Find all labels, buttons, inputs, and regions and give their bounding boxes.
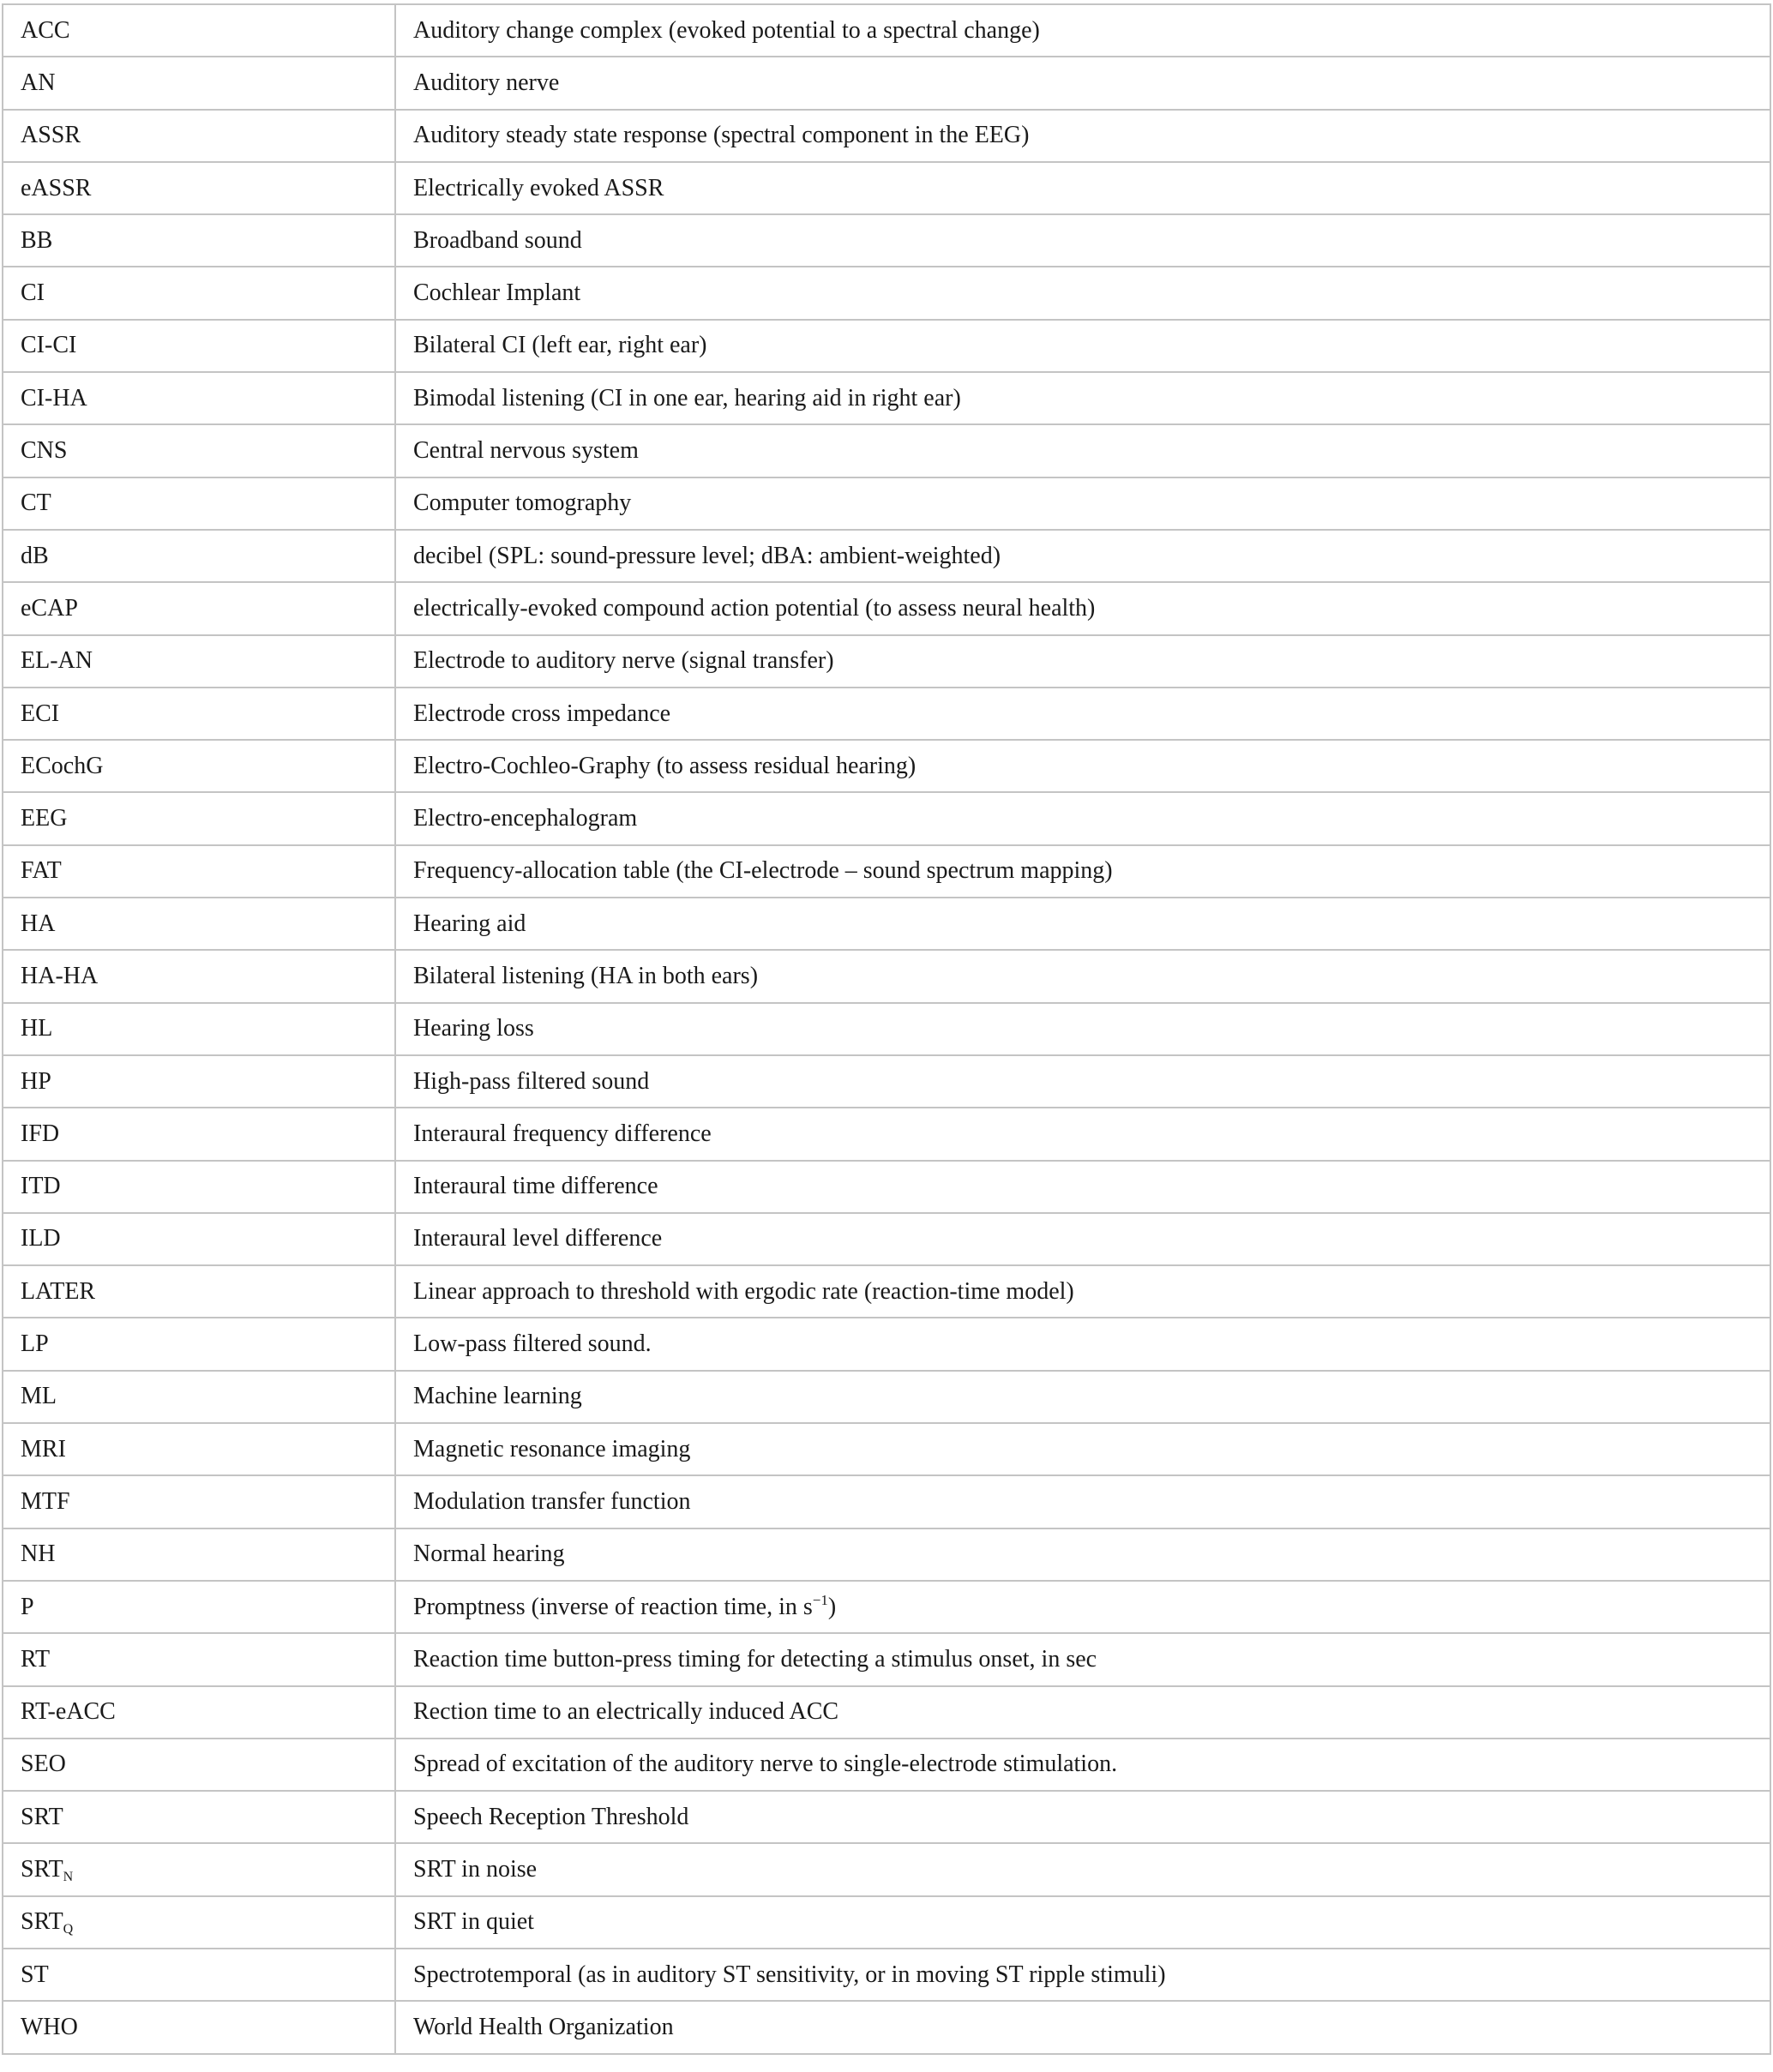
definition-cell xyxy=(395,1843,1770,1895)
abbreviation-cell xyxy=(3,1161,395,1213)
definition-text: Electro-encephalogram xyxy=(413,805,638,832)
abbreviation-cell xyxy=(3,1371,395,1423)
abbreviation-text: CI-HA xyxy=(21,384,87,411)
definition-text: Speech Reception Threshold xyxy=(413,1803,689,1830)
abbreviation-text: ECochG xyxy=(21,752,104,779)
abbreviation-cell xyxy=(3,1949,395,2001)
abbreviation-cell xyxy=(3,1896,395,1949)
abbreviation-cell xyxy=(3,267,395,319)
table-row xyxy=(3,688,1770,740)
abbreviation-text: NH xyxy=(21,1540,56,1568)
abbreviation-text: P xyxy=(21,1593,34,1620)
table-row xyxy=(3,2001,1770,2053)
definition-cell xyxy=(395,1739,1770,1791)
abbreviation-cell xyxy=(3,1739,395,1791)
table-row xyxy=(3,1318,1770,1370)
table-row xyxy=(3,4,1770,57)
definition-text: Reaction time button-press timing for detecting a stimulus onset, in sec xyxy=(413,1645,1097,1673)
abbreviation-cell xyxy=(3,1686,395,1739)
abbreviation-cell xyxy=(3,424,395,477)
abbreviation-text: HA-HA xyxy=(21,962,99,989)
abbreviation-cell xyxy=(3,530,395,582)
definition-text: electrically-evoked compound action potential (to assess neural health) xyxy=(413,594,1096,622)
abbreviation-subscript: N xyxy=(63,1870,74,1885)
abbreviation-text: SRT xyxy=(21,1803,63,1830)
table-row xyxy=(3,1213,1770,1265)
definition-text: Auditory steady state response (spectral component in the EEG) xyxy=(413,122,1030,149)
definition-cell xyxy=(395,898,1770,950)
definition-cell xyxy=(395,1949,1770,2001)
definition-text: Spread of excitation of the auditory nerve to single-electrode stimulation. xyxy=(413,1751,1118,1778)
abbreviation-cell xyxy=(3,1108,395,1160)
table-row xyxy=(3,1896,1770,1949)
definition-cell xyxy=(395,1318,1770,1370)
definition-text: Cochlear Implant xyxy=(413,279,581,307)
table-row xyxy=(3,740,1770,792)
definition-text: Central nervous system xyxy=(413,437,639,465)
table-row xyxy=(3,898,1770,950)
abbreviation-text: LP xyxy=(21,1330,49,1358)
table-row xyxy=(3,1003,1770,1055)
definition-cell xyxy=(395,477,1770,530)
definition-text: Rection time to an electrically induced ACC xyxy=(413,1698,839,1726)
abbreviation-cell xyxy=(3,1213,395,1265)
table-row xyxy=(3,1161,1770,1213)
table-row xyxy=(3,1843,1770,1895)
table-row xyxy=(3,162,1770,214)
definition-cell xyxy=(395,57,1770,109)
abbreviation-cell xyxy=(3,792,395,844)
definition-text: Modulation transfer function xyxy=(413,1487,691,1515)
abbreviation-cell xyxy=(3,477,395,530)
table-row xyxy=(3,267,1770,319)
definition-cell xyxy=(395,845,1770,898)
definition-text: Auditory nerve xyxy=(413,69,560,96)
table-row xyxy=(3,1475,1770,1528)
definition-cell xyxy=(395,162,1770,214)
abbreviations-table xyxy=(2,3,1771,2055)
definition-cell xyxy=(395,1108,1770,1160)
abbreviation-text: RT-eACC xyxy=(21,1698,116,1726)
abbreviation-text: HA xyxy=(21,910,56,937)
definition-text: Spectrotemporal (as in auditory ST sensitivity, or in moving ST ripple stimuli) xyxy=(413,1961,1166,1988)
table-row xyxy=(3,1739,1770,1791)
definition-text: Normal hearing xyxy=(413,1540,565,1568)
definition-cell xyxy=(395,1686,1770,1739)
definition-text: Bimodal listening (CI in one ear, hearing aid in right ear) xyxy=(413,384,961,411)
table-row xyxy=(3,372,1770,424)
abbreviation-text: MTF xyxy=(21,1487,70,1515)
table-row xyxy=(3,530,1770,582)
definition-cell xyxy=(395,372,1770,424)
abbreviation-cell xyxy=(3,1423,395,1475)
abbreviation-text: CI xyxy=(21,279,45,307)
definition-text: Interaural level difference xyxy=(413,1225,663,1252)
table-row xyxy=(3,1423,1770,1475)
table-row xyxy=(3,424,1770,477)
table-row xyxy=(3,320,1770,372)
definition-cell xyxy=(395,1213,1770,1265)
definition-cell xyxy=(395,1896,1770,1949)
definition-cell xyxy=(395,1161,1770,1213)
abbreviation-text: eASSR xyxy=(21,174,92,201)
table-row xyxy=(3,1265,1770,1318)
abbreviation-cell xyxy=(3,372,395,424)
definition-cell xyxy=(395,267,1770,319)
abbreviation-cell xyxy=(3,1318,395,1370)
abbreviation-cell xyxy=(3,1581,395,1633)
definition-text: Low-pass filtered sound. xyxy=(413,1330,652,1358)
abbreviation-cell xyxy=(3,1843,395,1895)
abbreviation-cell xyxy=(3,57,395,109)
definition-cell xyxy=(395,1371,1770,1423)
abbreviation-text: CI-CI xyxy=(21,332,77,359)
abbreviation-cell xyxy=(3,950,395,1002)
table-row xyxy=(3,582,1770,634)
definition-cell xyxy=(395,424,1770,477)
definition-text: Electrode cross impedance xyxy=(413,700,671,727)
abbreviation-text: AN xyxy=(21,69,56,96)
abbreviation-cell xyxy=(3,1265,395,1318)
abbreviation-text: LATER xyxy=(21,1277,96,1305)
definition-text: Interaural time difference xyxy=(413,1173,658,1200)
definition-text: SRT in quiet xyxy=(413,1908,534,1936)
abbreviation-text: HP xyxy=(21,1067,51,1095)
definition-cell xyxy=(395,1528,1770,1581)
abbreviation-text: FAT xyxy=(21,857,62,885)
definition-cell xyxy=(395,950,1770,1002)
abbreviation-text: MRI xyxy=(21,1435,66,1462)
abbreviation-cell xyxy=(3,2001,395,2053)
abbreviation-text: WHO xyxy=(21,2013,78,2040)
definition-text: Electro-Cochleo-Graphy (to assess residual hearing) xyxy=(413,752,917,779)
definition-cell xyxy=(395,1791,1770,1843)
abbreviation-cell xyxy=(3,320,395,372)
definition-text: Machine learning xyxy=(413,1383,582,1410)
definition-cell xyxy=(395,2001,1770,2053)
table-row xyxy=(3,1055,1770,1108)
abbreviation-cell xyxy=(3,162,395,214)
abbreviation-cell xyxy=(3,1003,395,1055)
abbreviation-text: CNS xyxy=(21,437,68,465)
definition-cell xyxy=(395,1003,1770,1055)
abbreviation-cell xyxy=(3,4,395,57)
definition-text: Linear approach to threshold with ergodic rate (reaction-time model) xyxy=(413,1277,1074,1305)
definition-text: Electrode to auditory nerve (signal transfer) xyxy=(413,647,834,675)
definition-text: Promptness (inverse of reaction time, in s xyxy=(413,1593,813,1620)
abbreviation-cell xyxy=(3,898,395,950)
abbreviation-text: HL xyxy=(21,1015,53,1042)
definition-cell xyxy=(395,1055,1770,1108)
table-row xyxy=(3,635,1770,688)
definition-text: Electrically evoked ASSR xyxy=(413,174,664,201)
abbreviation-cell xyxy=(3,214,395,267)
abbreviations-table-body xyxy=(3,4,1770,2054)
definition-cell xyxy=(395,1581,1770,1633)
definition-cell xyxy=(395,530,1770,582)
abbreviation-text: eCAP xyxy=(21,594,78,622)
abbreviation-text: ACC xyxy=(21,16,70,44)
table-row xyxy=(3,1108,1770,1160)
table-row xyxy=(3,1371,1770,1423)
table-row xyxy=(3,1528,1770,1581)
definition-text: High-pass filtered sound xyxy=(413,1067,650,1095)
definition-text: Bilateral CI (left ear, right ear) xyxy=(413,332,707,359)
abbreviation-text: ML xyxy=(21,1383,57,1410)
abbreviation-cell xyxy=(3,1475,395,1528)
definition-text: Hearing aid xyxy=(413,910,526,937)
definition-cell xyxy=(395,582,1770,634)
definition-text: Computer tomography xyxy=(413,489,632,517)
abbreviation-text: BB xyxy=(21,226,53,254)
abbreviation-text: ASSR xyxy=(21,122,81,149)
abbreviation-text: ECI xyxy=(21,700,60,727)
abbreviation-text: SRT xyxy=(21,1856,63,1883)
table-row xyxy=(3,845,1770,898)
abbreviation-cell xyxy=(3,582,395,634)
table-row xyxy=(3,1949,1770,2001)
abbreviation-text: SRT xyxy=(21,1908,63,1936)
table-row xyxy=(3,1633,1770,1685)
definition-text: Hearing loss xyxy=(413,1015,534,1042)
abbreviation-text: ST xyxy=(21,1961,49,1988)
definition-text: Broadband sound xyxy=(413,226,582,254)
abbreviation-cell xyxy=(3,110,395,162)
definition-cell xyxy=(395,1475,1770,1528)
definition-cell xyxy=(395,1265,1770,1318)
table-row xyxy=(3,1791,1770,1843)
definition-cell xyxy=(395,214,1770,267)
abbreviation-cell xyxy=(3,1055,395,1108)
table-row xyxy=(3,57,1770,109)
abbreviation-text: EL-AN xyxy=(21,647,93,675)
definition-text: Bilateral listening (HA in both ears) xyxy=(413,962,759,989)
definition-cell xyxy=(395,635,1770,688)
abbreviation-subscript: Q xyxy=(63,1922,74,1937)
table-row xyxy=(3,110,1770,162)
abbreviation-text: ILD xyxy=(21,1225,61,1252)
definition-text: SRT in noise xyxy=(413,1856,538,1883)
table-row xyxy=(3,950,1770,1002)
abbreviation-cell xyxy=(3,1791,395,1843)
abbreviation-cell xyxy=(3,688,395,740)
definition-superscript: −1 xyxy=(812,1591,828,1608)
definition-cell xyxy=(395,1633,1770,1685)
definition-cell xyxy=(395,688,1770,740)
definition-cell xyxy=(395,4,1770,57)
definition-tail-text: ) xyxy=(827,1593,837,1620)
table-row xyxy=(3,477,1770,530)
abbreviation-cell xyxy=(3,1633,395,1685)
abbreviation-cell xyxy=(3,740,395,792)
abbreviation-text: dB xyxy=(21,542,49,569)
abbreviation-text: CT xyxy=(21,489,51,517)
abbreviation-cell xyxy=(3,845,395,898)
definition-cell xyxy=(395,110,1770,162)
definition-cell xyxy=(395,1423,1770,1475)
definition-text: Auditory change complex (evoked potential to a spectral change) xyxy=(413,16,1040,44)
definition-text: Frequency-allocation table (the CI-electrode – sound spectrum mapping) xyxy=(413,857,1113,885)
definition-text: Interaural frequency difference xyxy=(413,1120,712,1147)
abbreviation-cell xyxy=(3,635,395,688)
table-row xyxy=(3,1581,1770,1633)
abbreviation-text: ITD xyxy=(21,1173,61,1200)
table-row xyxy=(3,792,1770,844)
definition-cell xyxy=(395,792,1770,844)
definition-cell xyxy=(395,320,1770,372)
abbreviation-cell xyxy=(3,1528,395,1581)
abbreviation-text: IFD xyxy=(21,1120,60,1147)
table-row xyxy=(3,214,1770,267)
abbreviation-text: SEO xyxy=(21,1751,66,1778)
table-row xyxy=(3,1686,1770,1739)
definition-cell xyxy=(395,740,1770,792)
abbreviation-text: EEG xyxy=(21,805,68,832)
definition-text: Magnetic resonance imaging xyxy=(413,1435,691,1462)
definition-text: World Health Organization xyxy=(413,2013,674,2040)
abbreviation-text: RT xyxy=(21,1645,51,1673)
definition-text: decibel (SPL: sound-pressure level; dBA: ambient-weighted) xyxy=(413,542,1001,569)
